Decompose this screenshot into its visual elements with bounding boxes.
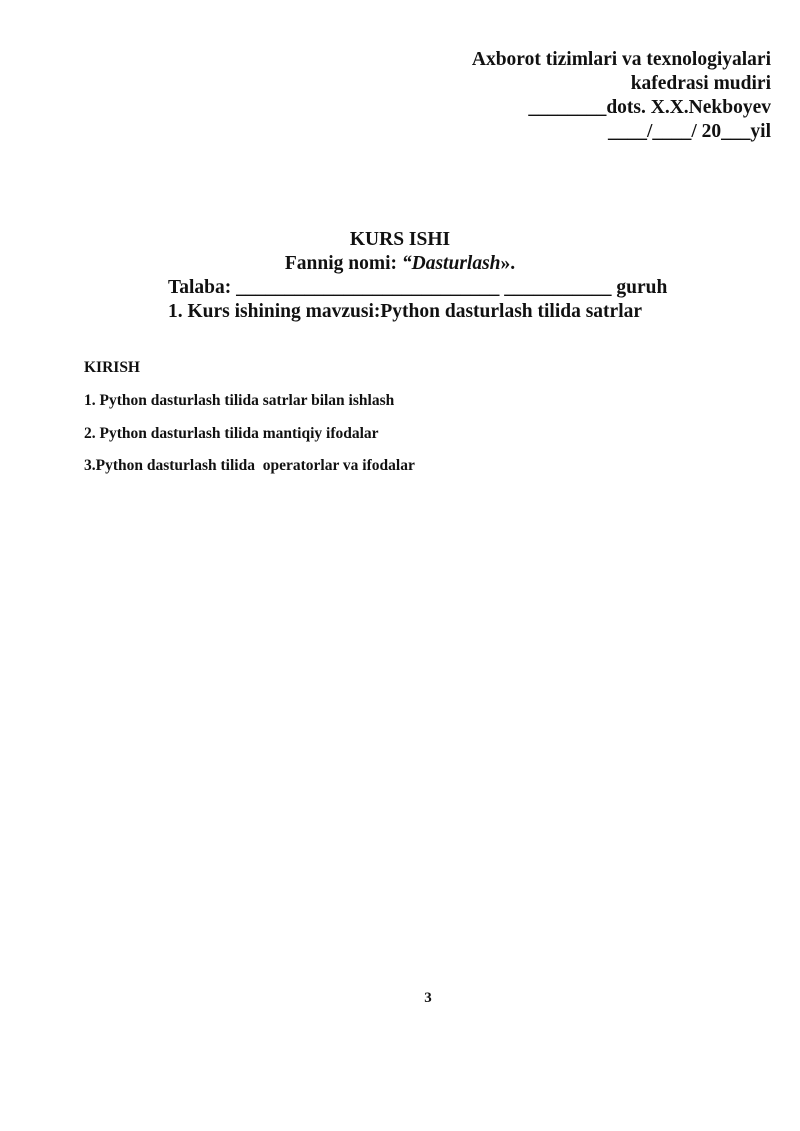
signature-line: ________dots. X.X.Nekboyev	[528, 97, 771, 118]
topic-line: 1. Kurs ishining mavzusi:Python dasturlash tilida satrlar	[168, 301, 643, 322]
contents-item: 1. Python dasturlash tilida satrlar bilan ishlash	[84, 392, 395, 409]
position-line: kafedrasi mudiri	[630, 73, 771, 94]
department-line: Axborot tizimlari va texnologiyalari	[471, 49, 771, 70]
subject-line	[0, 252, 800, 276]
subject-name: “Dasturlash	[401, 253, 501, 274]
contents-item: 3.Python dasturlash tilida operatorlar va ifodalar	[84, 457, 415, 474]
contents-heading: KIRISH	[84, 359, 140, 376]
title-block	[0, 228, 800, 324]
page-number: 3	[424, 990, 432, 1006]
subject-suffix: ».	[500, 253, 516, 274]
contents-item: 2. Python dasturlash tilida mantiqiy ifodalar	[84, 424, 379, 442]
table-of-contents	[84, 358, 415, 489]
document-title: KURS ISHI	[349, 229, 451, 250]
date-line: ____/____/ 20___yil	[607, 121, 771, 142]
student-line: Talaba: ___________________________ ___________ guruh	[168, 277, 668, 298]
subject-prefix: Fannig nomi:	[284, 253, 402, 274]
approval-block	[472, 48, 771, 144]
